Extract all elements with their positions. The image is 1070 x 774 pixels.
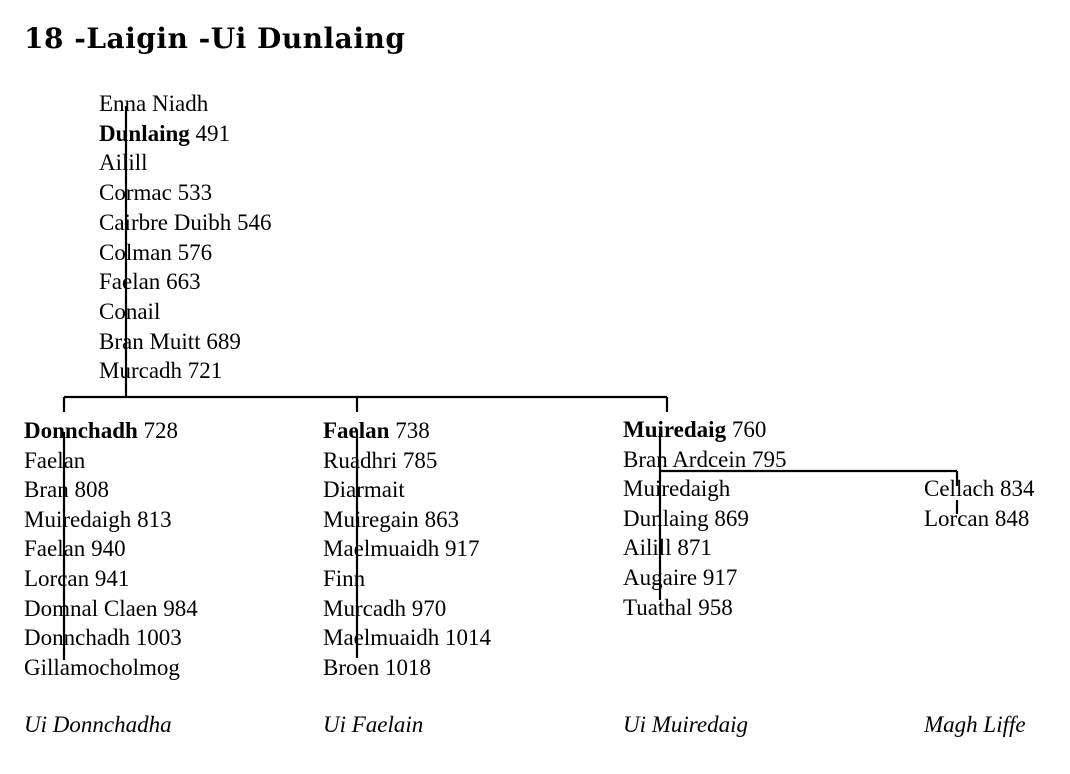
person-entry bbox=[99, 357, 222, 385]
person-name: Bran Ardcein bbox=[623, 446, 747, 472]
person-name: Ruadhri bbox=[323, 447, 398, 473]
person-name: Diarmait bbox=[323, 477, 405, 503]
person-year: 689 bbox=[200, 328, 241, 354]
person-year: 958 bbox=[692, 594, 733, 620]
person-entry bbox=[99, 90, 208, 118]
person-year: 533 bbox=[171, 180, 213, 206]
person-year: 940 bbox=[85, 536, 126, 562]
person-entry bbox=[623, 446, 787, 474]
person-entry bbox=[323, 447, 437, 475]
person-year: 871 bbox=[671, 535, 712, 561]
person-entry bbox=[323, 535, 480, 563]
person-name: Dunlaing bbox=[99, 120, 190, 146]
person-entry bbox=[24, 476, 109, 504]
person-year: 576 bbox=[171, 239, 213, 265]
person-name: Muiredaigh bbox=[623, 476, 731, 502]
person-entry bbox=[24, 595, 198, 623]
person-name: Muiredaig bbox=[623, 417, 727, 442]
person-year: 728 bbox=[137, 418, 179, 443]
person-entry bbox=[623, 475, 730, 503]
person-year: 984 bbox=[157, 595, 198, 621]
person-entry bbox=[924, 505, 1029, 533]
person-name: Donnchadh bbox=[24, 625, 131, 651]
person-entry bbox=[99, 298, 160, 326]
person-year: 491 bbox=[189, 120, 231, 146]
person-year: 869 bbox=[708, 505, 749, 531]
person-year: 738 bbox=[389, 418, 430, 443]
person-name: Colman bbox=[99, 239, 172, 265]
person-name: Augaire bbox=[623, 565, 698, 590]
person-year: 1014 bbox=[439, 625, 491, 651]
person-entry bbox=[323, 654, 431, 682]
person-year: 785 bbox=[397, 447, 438, 473]
person-name: Tuathal bbox=[623, 594, 693, 620]
person-name: Cairbre Duibh bbox=[99, 209, 232, 235]
person-name: Lorcan bbox=[924, 505, 990, 531]
person-entry bbox=[323, 565, 365, 593]
person-year: 970 bbox=[406, 595, 447, 621]
person-entry bbox=[99, 179, 212, 207]
person-name: Muiredaigh bbox=[24, 506, 132, 532]
person-name: Bran bbox=[24, 477, 69, 503]
person-year: 834 bbox=[994, 476, 1035, 501]
person-year: 917 bbox=[697, 565, 738, 590]
person-entry bbox=[323, 417, 430, 445]
person-name: Gillamocholmog bbox=[24, 654, 180, 680]
person-year: 546 bbox=[231, 209, 272, 235]
person-name: Ailill bbox=[99, 150, 148, 176]
person-name: Murcadh bbox=[99, 358, 183, 384]
person-year: 760 bbox=[726, 417, 767, 442]
person-entry bbox=[99, 209, 271, 237]
person-entry bbox=[323, 476, 405, 504]
person-year: 795 bbox=[746, 446, 787, 472]
branch-label: Ui Muiredaig bbox=[623, 712, 748, 737]
person-entry bbox=[24, 506, 172, 534]
person-name: Ailill bbox=[623, 535, 672, 561]
person-entry bbox=[99, 120, 230, 148]
person-name: Conail bbox=[99, 298, 161, 324]
person-year: 721 bbox=[182, 358, 223, 384]
person-year: 863 bbox=[418, 506, 460, 532]
person-name: Maelmuaidh bbox=[323, 625, 440, 651]
person-entry bbox=[623, 505, 749, 533]
person-year: 1018 bbox=[379, 654, 431, 680]
person-entry bbox=[99, 239, 212, 267]
person-entry bbox=[623, 594, 733, 622]
person-name: Murcadh bbox=[323, 595, 407, 621]
person-name: Maelmuaidh bbox=[323, 536, 440, 562]
person-entry bbox=[24, 654, 180, 682]
person-year: 848 bbox=[989, 505, 1030, 531]
person-entry bbox=[24, 565, 129, 593]
person-year: 941 bbox=[89, 566, 130, 591]
branch-label: Ui Faelain bbox=[323, 712, 424, 737]
person-name: Domnal Claen bbox=[24, 595, 158, 621]
person-entry bbox=[623, 534, 712, 562]
person-entry bbox=[623, 564, 737, 592]
person-entry bbox=[323, 595, 446, 623]
person-name: Cellach bbox=[924, 476, 995, 501]
person-year: 1003 bbox=[130, 625, 182, 651]
person-name: Dunlaing bbox=[623, 505, 709, 531]
person-name: Broen bbox=[323, 654, 380, 680]
person-entry bbox=[623, 416, 766, 444]
person-entry bbox=[24, 624, 182, 652]
person-entry bbox=[24, 447, 85, 475]
person-entry bbox=[99, 268, 201, 296]
person-entry bbox=[323, 624, 491, 652]
person-name: Faelan bbox=[99, 269, 161, 295]
person-name: Muiregain bbox=[323, 506, 419, 532]
person-name: Cormac bbox=[99, 180, 172, 206]
person-year: 813 bbox=[131, 506, 172, 532]
person-year: 917 bbox=[439, 536, 480, 562]
person-entry bbox=[924, 475, 1035, 503]
person-entry bbox=[99, 149, 148, 177]
person-name: Lorcan bbox=[24, 566, 90, 591]
branch-label: Ui Donnchadha bbox=[24, 712, 172, 737]
person-name: Faelan bbox=[24, 447, 86, 473]
person-name: Donnchadh bbox=[24, 418, 138, 443]
person-year: 663 bbox=[160, 269, 201, 295]
person-name: Finn bbox=[323, 566, 366, 591]
person-year: 808 bbox=[68, 477, 109, 503]
person-name: Faelan bbox=[323, 418, 390, 443]
page-title: 18 -Laigin -Ui Dunlaing bbox=[24, 22, 406, 55]
person-entry bbox=[99, 328, 241, 356]
person-name: Enna Niadh bbox=[99, 91, 209, 116]
person-name: Bran Muitt bbox=[99, 328, 201, 354]
branch-label: Magh Liffe bbox=[924, 712, 1026, 737]
person-name: Faelan bbox=[24, 536, 86, 562]
person-entry bbox=[24, 417, 178, 445]
person-entry bbox=[24, 535, 126, 563]
person-entry bbox=[323, 506, 459, 534]
